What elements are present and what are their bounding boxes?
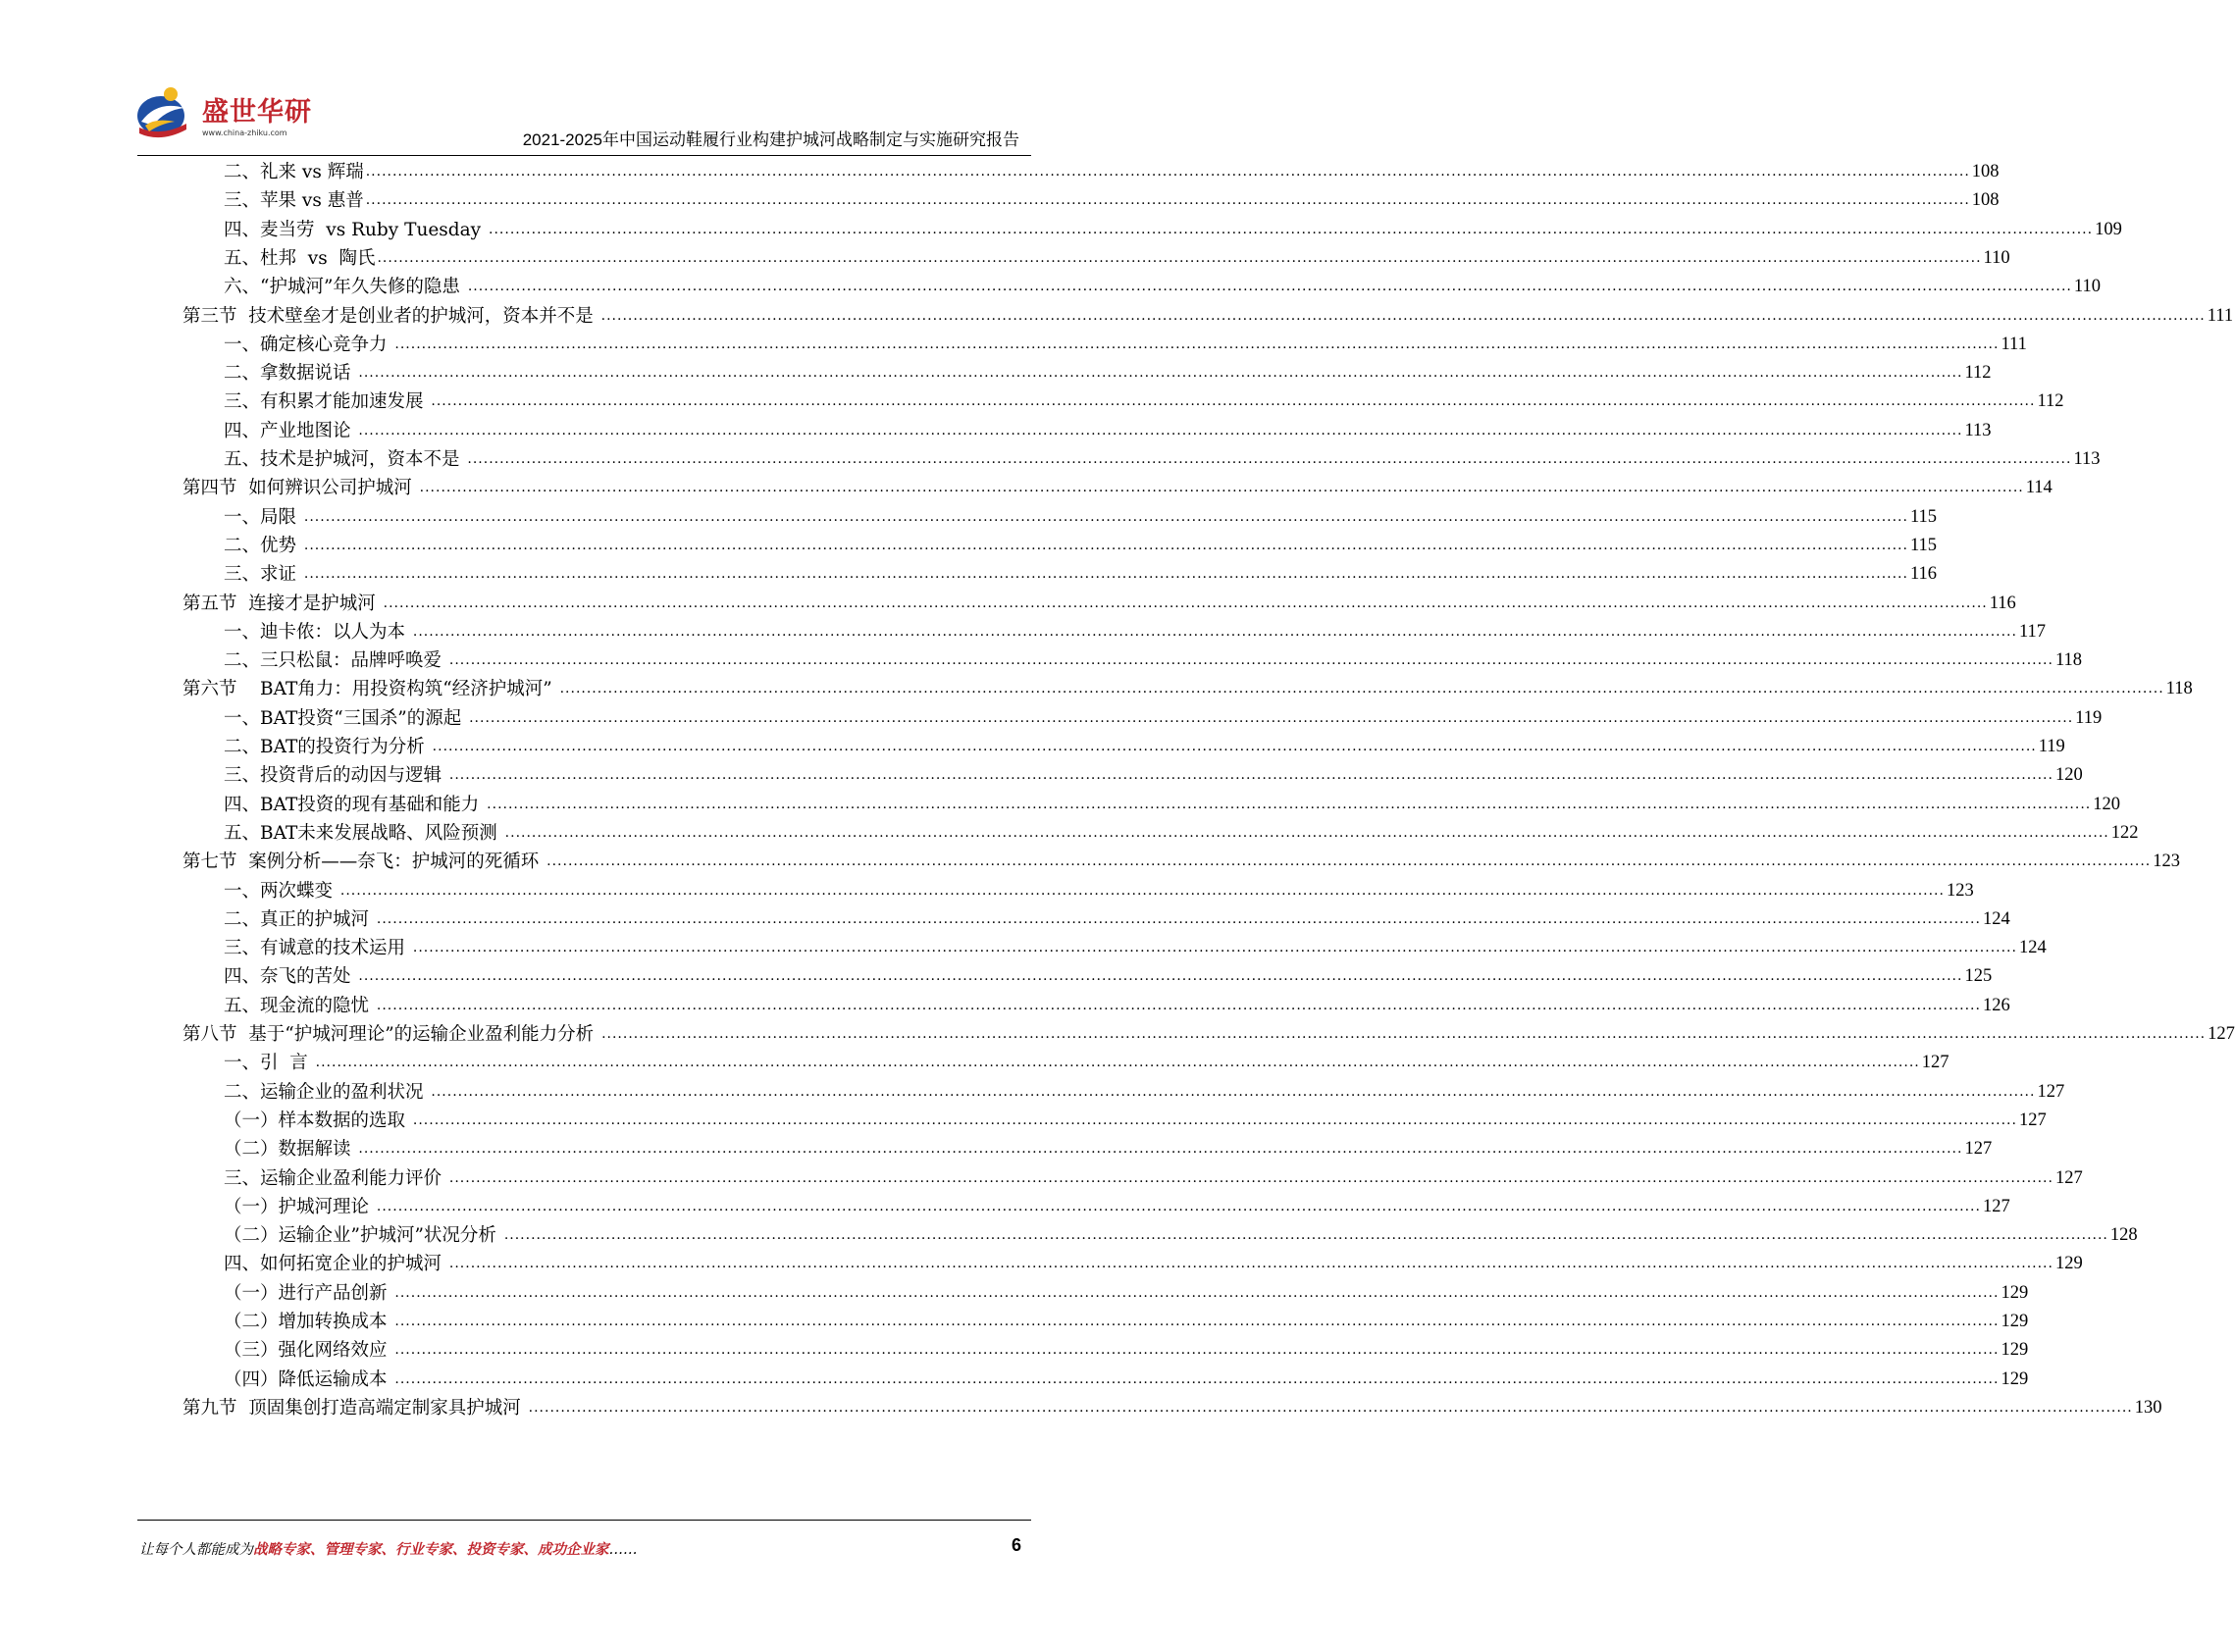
- toc-entry-label: 第七节 案例分析——奈飞：护城河的死循环: [182, 852, 546, 873]
- toc-entry-label: 第八节 基于“护城河理论”的运输企业盈利能力分析: [182, 1024, 600, 1045]
- toc-entry[interactable]: [224, 416, 1992, 446]
- toc-entry-page: 116: [1909, 564, 1938, 585]
- toc-entry[interactable]: [224, 1077, 2065, 1108]
- toc-entry[interactable]: [224, 760, 2083, 791]
- toc-entry[interactable]: [224, 1335, 2029, 1366]
- toc-entry-page: 118: [2054, 650, 2083, 671]
- toc-leader-dots: ............................................................................................................................................................................................................................................................................................................: [394, 1284, 2000, 1301]
- toc-entry-page: 109: [2095, 219, 2122, 239]
- toc-entry[interactable]: [224, 531, 1938, 561]
- toc-entry-page: 111: [2001, 334, 2027, 354]
- toc-entry-page: 127: [2054, 1167, 2083, 1188]
- toc-leader-dots: ............................................................................................................................................................................................................................................................................................................: [469, 709, 2074, 726]
- toc-entry[interactable]: [224, 272, 2101, 302]
- toc-entry[interactable]: [224, 1134, 1993, 1164]
- toc-entry[interactable]: [224, 1307, 2029, 1337]
- toc-entry-page: 108: [1971, 190, 2000, 211]
- toc-entry-label: 三、投资背后的动因与逻辑: [224, 765, 447, 787]
- toc-entry-label: 二、真正的护城河: [224, 908, 375, 930]
- toc-entry-label: 第四节 如何辨识公司护城河: [182, 478, 418, 499]
- toc-entry-label: 五、BAT未来发展战略、风险预测: [224, 822, 503, 844]
- toc-leader-dots: ............................................................................................................................................................................................................................................................................................................: [489, 221, 2094, 237]
- toc-entry-page: 128: [2109, 1225, 2138, 1246]
- toc-entry-page: 127: [1921, 1053, 1949, 1073]
- toc-leader-dots: ............................................................................................................................................................................................................................................................................................................: [546, 853, 2152, 870]
- toc-leader-dots: ............................................................................................................................................................................................................................................................................................................: [376, 910, 1981, 927]
- toc-leader-dots: ............................................................................................................................................................................................................................................................................................................: [394, 1342, 2000, 1359]
- toc-entry-label: 四、麦当劳 vs Ruby Tuesday: [224, 219, 488, 240]
- toc-leader-dots: ............................................................................................................................................................................................................................................................................................................: [315, 1055, 1920, 1071]
- toc-entry-page: 127: [2018, 1110, 2047, 1130]
- toc-entry[interactable]: [224, 1220, 2138, 1251]
- toc-leader-dots: ............................................................................................................................................................................................................................................................................................................: [467, 451, 2072, 467]
- toc-entry-label: 四、BAT投资的现有基础和能力: [224, 794, 486, 815]
- toc-leader-dots: ............................................................................................................................................................................................................................................................................................................: [365, 164, 1970, 180]
- toc-leader-dots: ............................................................................................................................................................................................................................................................................................................: [432, 739, 2037, 754]
- toc-entry-page: 111: [2207, 305, 2234, 326]
- toc-entry[interactable]: [182, 473, 2053, 503]
- toc-entry-label: 一、迪卡侬：以人为本: [224, 621, 411, 643]
- toc-entry[interactable]: [224, 559, 1938, 590]
- toc-entry-label: 三、运输企业盈利能力评价: [224, 1167, 447, 1189]
- toc-entry-label: 三、苹果 vs 惠普: [224, 190, 364, 212]
- toc-entry-page: 123: [1946, 880, 1974, 901]
- toc-entry-page: 129: [2001, 1340, 2029, 1361]
- toc-entry-page: 123: [2153, 852, 2180, 872]
- toc-leader-dots: ............................................................................................................................................................................................................................................................................................................: [448, 652, 2053, 669]
- toc-entry-page: 110: [2073, 277, 2101, 297]
- toc-entry-label: （四）降低运输成本: [224, 1368, 393, 1390]
- toc-entry-label: 一、引 言: [224, 1053, 314, 1074]
- toc-entry[interactable]: [224, 330, 2027, 360]
- report-title: 2021-2025年中国运动鞋履行业构建护城河战略制定与实施研究报告: [522, 130, 1019, 149]
- toc-entry[interactable]: [224, 185, 2000, 216]
- toc-entry-label: 六、“护城河”年久失修的隐患: [224, 277, 466, 298]
- toc-entry[interactable]: [224, 502, 1938, 533]
- footer-slogan: [139, 1538, 638, 1559]
- toc-entry-label: 五、技术是护城河，资本不是: [224, 449, 466, 470]
- toc-entry-label: （三）强化网络效应: [224, 1340, 393, 1362]
- toc-entry-label: 三、求证: [224, 564, 302, 586]
- toc-entry-page: 112: [1964, 363, 1992, 384]
- toc-entry-label: 五、杜邦 vs 陶氏: [224, 247, 376, 269]
- toc-entry-label: （二）数据解读: [224, 1139, 357, 1161]
- toc-leader-dots: ............................................................................................................................................................................................................................................................................................................: [419, 480, 2024, 496]
- toc-entry[interactable]: [224, 933, 2047, 963]
- toc-leader-dots: ............................................................................................................................................................................................................................................................................................................: [448, 767, 2053, 784]
- toc-entry-label: （二）运输企业”护城河”状况分析: [224, 1225, 502, 1247]
- toc-entry[interactable]: [224, 818, 2139, 849]
- toc-entry-label: （二）增加转换成本: [224, 1312, 393, 1332]
- toc-leader-dots: ............................................................................................................................................................................................................................................................................................................: [504, 824, 2109, 841]
- toc-entry[interactable]: [224, 1365, 2029, 1395]
- toc-entry-page: 129: [2054, 1254, 2083, 1274]
- toc-entry-page: 129: [2001, 1312, 2029, 1331]
- toc-entry-page: 120: [2054, 765, 2083, 786]
- toc-entry-label: 四、产业地图论: [224, 420, 357, 441]
- toc-entry[interactable]: [224, 1192, 2010, 1222]
- toc-entry-label: 二、运输企业的盈利状况: [224, 1081, 430, 1103]
- toc-leader-dots: ............................................................................................................................................................................................................................................................................................................: [394, 1314, 2000, 1329]
- toc-leader-dots: ............................................................................................................................................................................................................................................................................................................: [303, 508, 1908, 525]
- toc-entry[interactable]: [224, 645, 2083, 676]
- toc-entry-page: 115: [1909, 506, 1938, 527]
- toc-leader-dots: ............................................................................................................................................................................................................................................................................................................: [303, 537, 1908, 553]
- toc-entry-label: （一）样本数据的选取: [224, 1110, 411, 1131]
- toc-entry-page: 113: [2073, 449, 2101, 469]
- toc-entry[interactable]: [182, 1393, 2162, 1423]
- toc-entry[interactable]: [224, 991, 2010, 1021]
- header-rule: [137, 155, 1031, 156]
- toc-entry[interactable]: [224, 904, 2010, 935]
- toc-entry[interactable]: [224, 387, 2064, 417]
- toc-entry-page: 116: [1989, 593, 2016, 613]
- toc-leader-dots: ............................................................................................................................................................................................................................................................................................................: [358, 1141, 1963, 1158]
- toc-entry-label: 三、有诚意的技术运用: [224, 938, 411, 959]
- toc-entry-label: 二、三只松鼠：品牌呼唤爱: [224, 650, 447, 672]
- toc-entry-page: 124: [1982, 908, 2010, 929]
- toc-entry[interactable]: [224, 617, 2047, 647]
- toc-leader-dots: ............................................................................................................................................................................................................................................................................................................: [431, 393, 2036, 410]
- toc-entry-page: 112: [2037, 391, 2064, 412]
- toc-entry-page: 124: [2018, 938, 2047, 958]
- toc-entry-page: 120: [2093, 794, 2120, 814]
- toc-entry-label: 一、两次蝶变: [224, 880, 338, 902]
- toc-leader-dots: ............................................................................................................................................................................................................................................................................................................: [358, 422, 1963, 439]
- toc-leader-dots: ............................................................................................................................................................................................................................................................................................................: [448, 1169, 2053, 1186]
- toc-leader-dots: ............................................................................................................................................................................................................................................................................................................: [303, 566, 1908, 583]
- toc-entry-label: 二、优势: [224, 535, 302, 556]
- toc-entry[interactable]: [182, 1019, 2235, 1050]
- toc-entry[interactable]: [224, 1048, 1949, 1078]
- toc-leader-dots: ............................................................................................................................................................................................................................................................................................................: [358, 365, 1963, 382]
- logo-text: 盛世华研: [202, 97, 312, 128]
- toc-entry[interactable]: [224, 1163, 2083, 1194]
- toc-leader-dots: ............................................................................................................................................................................................................................................................................................................: [503, 1227, 2108, 1244]
- toc-entry[interactable]: [224, 732, 2065, 762]
- toc-entry-label: 二、拿数据说话: [224, 363, 357, 385]
- toc-entry-label: 第九节 顶固集创打造高端定制家具护城河: [182, 1397, 527, 1419]
- toc-entry-label: 四、如何拓宽企业的护城河: [224, 1254, 447, 1275]
- toc-leader-dots: ............................................................................................................................................................................................................................................................................................................: [528, 1399, 2133, 1416]
- toc-entry[interactable]: [224, 703, 2103, 734]
- toc-leader-dots: ............................................................................................................................................................................................................................................................................................................: [376, 1198, 1981, 1214]
- toc-entry-page: 118: [2165, 679, 2193, 699]
- toc-entry-label: 一、确定核心竞争力: [224, 334, 393, 355]
- toc-entry[interactable]: [224, 243, 2010, 274]
- toc-entry-page: 126: [1982, 995, 2010, 1015]
- toc-entry-page: 127: [1982, 1196, 2010, 1216]
- toc-entry[interactable]: [224, 358, 1992, 388]
- footer-slogan-suffix: ……: [608, 1542, 638, 1558]
- toc-entry-page: 127: [1964, 1139, 1993, 1160]
- toc-entry-label: 一、局限: [224, 506, 302, 528]
- toc-entry-page: 113: [1964, 420, 1992, 440]
- toc-entry-label: 五、现金流的隐忧: [224, 995, 375, 1016]
- toc-entry-page: 119: [2075, 707, 2103, 728]
- toc-entry[interactable]: [224, 444, 2101, 475]
- toc-leader-dots: ............................................................................................................................................................................................................................................................................................................: [383, 594, 1988, 611]
- toc-entry-label: 第五节 连接才是护城河: [182, 593, 382, 614]
- toc-leader-dots: ............................................................................................................................................................................................................................................................................................................: [487, 796, 2092, 812]
- toc-entry-label: 第六节 BAT角力：用投资构筑“经济护城河”: [182, 679, 558, 700]
- toc-leader-dots: ............................................................................................................................................................................................................................................................................................................: [377, 249, 1982, 266]
- toc-entry[interactable]: [182, 301, 2234, 332]
- toc-entry[interactable]: [182, 674, 2193, 704]
- toc-leader-dots: ............................................................................................................................................................................................................................................................................................................: [394, 1370, 2000, 1387]
- toc-entry-page: 129: [2001, 1282, 2029, 1303]
- toc-entry[interactable]: [224, 961, 1993, 992]
- toc-leader-dots: ............................................................................................................................................................................................................................................................................................................: [448, 1256, 2053, 1272]
- toc-leader-dots: ............................................................................................................................................................................................................................................................................................................: [412, 940, 2017, 956]
- toc-entry-page: 130: [2134, 1397, 2162, 1418]
- footer-slogan-prefix: 让每个人都能成为: [139, 1542, 253, 1558]
- toc-entry-page: 115: [1909, 535, 1938, 555]
- toc-leader-dots: ............................................................................................................................................................................................................................................................................................................: [412, 1111, 2017, 1128]
- toc-entry[interactable]: [224, 790, 2120, 820]
- toc-entry[interactable]: [182, 589, 2016, 619]
- toc-entry-page: 110: [1983, 247, 2010, 268]
- toc-entry[interactable]: [182, 847, 2180, 877]
- toc-entry-page: 122: [2110, 822, 2139, 843]
- toc-entry-label: 四、奈飞的苦处: [224, 966, 357, 988]
- toc-entry-page: 108: [1971, 162, 2000, 181]
- toc-entry-label: （一）护城河理论: [224, 1196, 375, 1217]
- toc-leader-dots: ............................................................................................................................................................................................................................................................................................................: [600, 307, 2206, 324]
- toc-entry-page: 119: [2038, 737, 2065, 756]
- toc-entry-label: 第三节 技术壁垒才是创业者的护城河，资本并不是: [182, 305, 599, 327]
- toc-leader-dots: ............................................................................................................................................................................................................................................................................................................: [431, 1083, 2036, 1100]
- toc-leader-dots: ............................................................................................................................................................................................................................................................................................................: [601, 1026, 2207, 1042]
- toc-entry[interactable]: [224, 1106, 2047, 1136]
- toc-leader-dots: ............................................................................................................................................................................................................................................................................................................: [365, 192, 1970, 209]
- logo-url: www.china-zhiku.com: [202, 129, 287, 137]
- toc-leader-dots: ............................................................................................................................................................................................................................................................................................................: [339, 882, 1945, 899]
- toc-entry-page: 114: [2025, 478, 2053, 498]
- toc-leader-dots: ............................................................................................................................................................................................................................................................................................................: [358, 968, 1963, 985]
- footer-rule: [137, 1520, 1031, 1521]
- toc-entry-page: 127: [2208, 1024, 2235, 1044]
- toc-leader-dots: ............................................................................................................................................................................................................................................................................................................: [376, 997, 1981, 1013]
- toc-leader-dots: ............................................................................................................................................................................................................................................................................................................: [467, 279, 2072, 295]
- toc-entry[interactable]: [224, 876, 1974, 906]
- toc-entry-label: 一、BAT投资“三国杀”的源起: [224, 707, 468, 729]
- toc-entry-label: 二、BAT的投资行为分析: [224, 737, 431, 757]
- toc-entry[interactable]: [224, 215, 2122, 245]
- toc-entry[interactable]: [224, 157, 2000, 187]
- toc-entry[interactable]: [224, 1249, 2083, 1279]
- toc-entry-page: 127: [2037, 1081, 2065, 1102]
- toc-entry-page: 117: [2018, 621, 2047, 642]
- toc-entry-page: 125: [1964, 966, 1993, 987]
- toc-entry-label: （一）进行产品创新: [224, 1282, 393, 1304]
- toc-leader-dots: ............................................................................................................................................................................................................................................................................................................: [394, 336, 2000, 352]
- toc-entry-label: 三、有积累才能加速发展: [224, 391, 430, 413]
- footer-slogan-highlight: 战略专家、管理专家、行业专家、投资专家、成功企业家: [253, 1541, 609, 1558]
- toc-leader-dots: ............................................................................................................................................................................................................................................................................................................: [412, 623, 2017, 640]
- toc-entry-page: 129: [2001, 1368, 2029, 1389]
- toc-leader-dots: ............................................................................................................................................................................................................................................................................................................: [559, 681, 2164, 697]
- toc-entry-label: 二、礼来 vs 辉瑞: [224, 162, 364, 182]
- toc-entry[interactable]: [224, 1278, 2029, 1309]
- page-number: 6: [1011, 1535, 1021, 1555]
